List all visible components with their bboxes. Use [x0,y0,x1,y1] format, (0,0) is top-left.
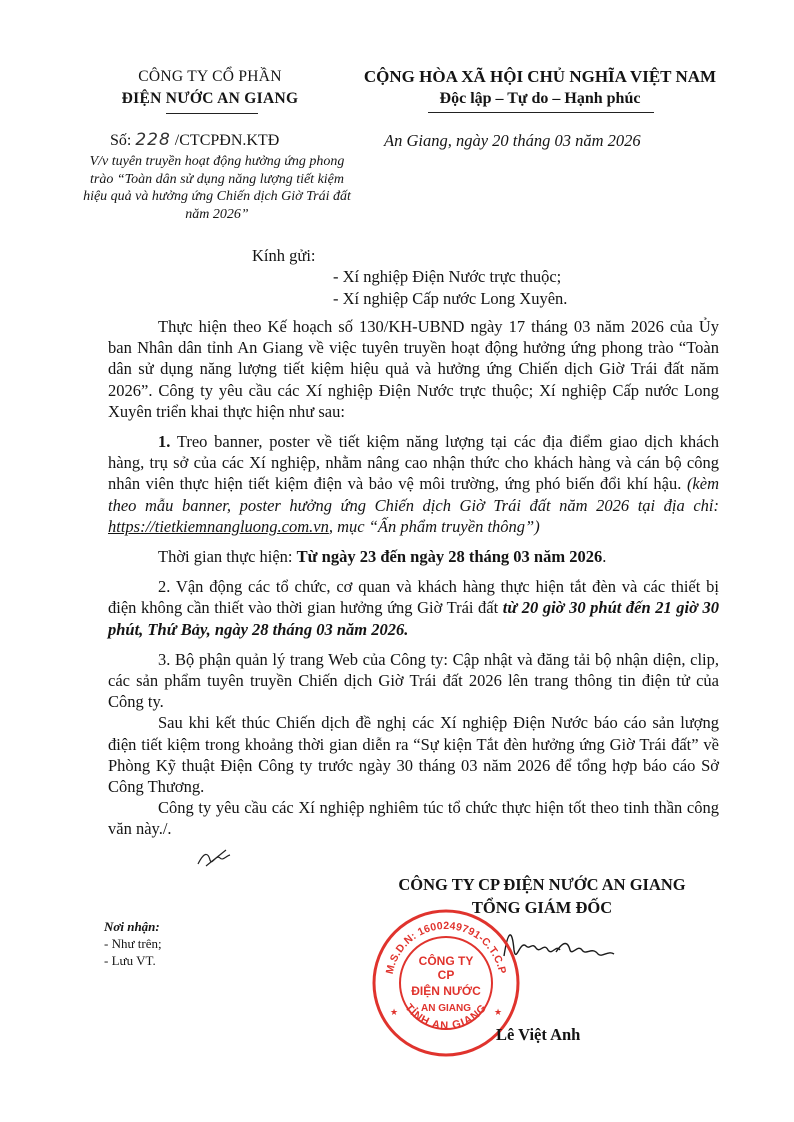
seal-star-icon: ★ [494,1008,503,1018]
item-1-text: Treo banner, poster về tiết kiệm năng lượng tại các địa điểm giao dịch khách hàng, trụ sở của các Xí nghiệp, nhằm nâng cao nhận thức cho khách hàng và cán bộ công nhân viên thực hiện tiết kiệm điện và bảo vệ môi trường, ứng phó biến đổi khí hậu. [108,432,719,494]
recipients-note-heading: Nơi nhận: [104,919,160,934]
signer-name: Lê Việt Anh [496,1025,581,1044]
item-1-note-end: , mục “Ấn phẩm truyền thông”) [328,516,540,536]
seal-line3: ĐIỆN NƯỚC [411,984,481,998]
recipients-note-item: - Như trên; [104,936,162,951]
signing-organization: CÔNG TY CP ĐIỆN NƯỚC AN GIANG [398,875,686,894]
salutation-label: Kính gửi: [252,246,316,265]
item-2-number: 2. [158,577,171,597]
item-2-paragraph [108,576,719,640]
handwritten-initials [196,846,238,870]
item-3-paragraph [108,649,719,713]
seal-bottom-text: TỈNH AN GIANG [402,1001,490,1033]
document-number-suffix: /CTCPĐN.KTĐ [170,132,280,149]
company-underline [166,113,258,114]
recipients-note [104,918,162,969]
national-motto [340,66,740,110]
item-1-number: 1. [158,432,171,452]
intro-paragraph: Thực hiện theo Kế hoạch số 130/KH-UBND ngày 17 tháng 03 năm 2026 của Ủy ban Nhân dân tỉnh An Giang về việc tuyên truyền hoạt động hưởng ứng phong trào “Toàn dân sử dụng năng lượng tiết kiệm hiệu quả và hưởng ứng Chiến dịch Giờ Trái đất năm 2026”. Công ty yêu cầu các Xí nghiệp Điện Nước trực thuộc; Xí nghiệp Cấp nước Long Xuyên triển khai thực hiện như sau: [108,317,719,421]
nation-underline [428,112,654,113]
nation-motto: Độc lập – Tự do – Hạnh phúc [439,90,641,107]
company-name [86,66,334,110]
recipient-list [333,266,567,310]
document-number [110,130,279,150]
item-3-text: Bộ phận quản lý trang Web của Công ty: Cập nhật và đăng tải bộ nhận diện, clip, các sản phẩm tuyên truyền Chiến dịch Giờ Trái đất 2026 lên trang thông tin điện tử của Công ty. [108,649,719,712]
seal-line4: AN GIANG [421,1003,471,1014]
document-subject: V/v tuyên truyền hoạt động hưởng ứng phong trào “Toàn dân sử dụng năng lượng tiết kiệm hiệu quả và hưởng ứng Chiến dịch Giờ Trái đất năm 2026” [83,154,351,222]
signing-title: TỔNG GIÁM ĐỐC [471,898,613,917]
seal-top-text: M.S.D.N: 1600249791-C.T.C.P [383,919,509,976]
seal-line1: CÔNG TY [418,954,474,968]
seal-star-icon: ★ [390,1008,399,1018]
document-body [108,316,719,840]
campaign-link[interactable]: https://tietkiemnangluong.com.vn [108,516,329,536]
document-number-handwritten: 228 [135,130,171,150]
report-paragraph: Sau khi kết thúc Chiến dịch đề nghị các Xí nghiệp Điện Nước báo cáo sản lượng điện tiết kiệm trong khoảng thời gian diễn ra “Sự kiện Tắt đèn hưởng ứng Giờ Trái đất” về Phòng Kỹ thuật Điện Công ty trước ngày 30 tháng 03 năm 2026 để tổng hợp báo cáo Sở Công Thương. [108,713,719,797]
item-1-paragraph [108,431,719,537]
document-number-prefix: Số: [110,132,136,149]
time-value: Từ ngày 23 đến ngày 28 tháng 03 năm 2026 [296,547,603,567]
item-2-emphasis: từ 20 giờ 30 phút đến 21 giờ 30 phút, Thứ Bảy, ngày 28 tháng 03 năm 2026. [108,598,719,639]
time-end: . [602,547,607,567]
seal-line2: CP [437,968,455,982]
company-name-line2: ĐIỆN NƯỚC AN GIANG [121,90,299,107]
document-date: An Giang, ngày 20 tháng 03 năm 2026 [384,131,641,150]
recipient-item: - Xí nghiệp Điện Nước trực thuộc; [333,267,562,286]
item-1-note: (kèm theo mẫu banner, poster hưởng ứng Chiến dịch Giờ Trái đất năm 2026 tại địa chỉ: [108,474,719,515]
company-name-line1: CÔNG TY CỔ PHẦN [138,68,282,85]
time-label: Thời gian thực hiện: [158,547,297,567]
closing-paragraph: Công ty yêu cầu các Xí nghiệp nghiêm túc tổ chức thực hiện tốt theo tinh thần công văn này./. [108,798,719,839]
item-2-text: Vận động các tổ chức, cơ quan và khách hàng thực hiện tắt đèn và các thiết bị điện không cần thiết vào thời gian hưởng ứng Giờ Trái đất [108,577,719,618]
item-3-number: 3. [158,649,171,669]
recipient-item: - Xí nghiệp Cấp nước Long Xuyên. [333,289,568,308]
nation-title: CỘNG HÒA XÃ HỘI CHỦ NGHĨA VIỆT NAM [363,67,717,86]
recipients-note-item: - Lưu VT. [104,953,156,968]
time-paragraph [108,546,719,567]
